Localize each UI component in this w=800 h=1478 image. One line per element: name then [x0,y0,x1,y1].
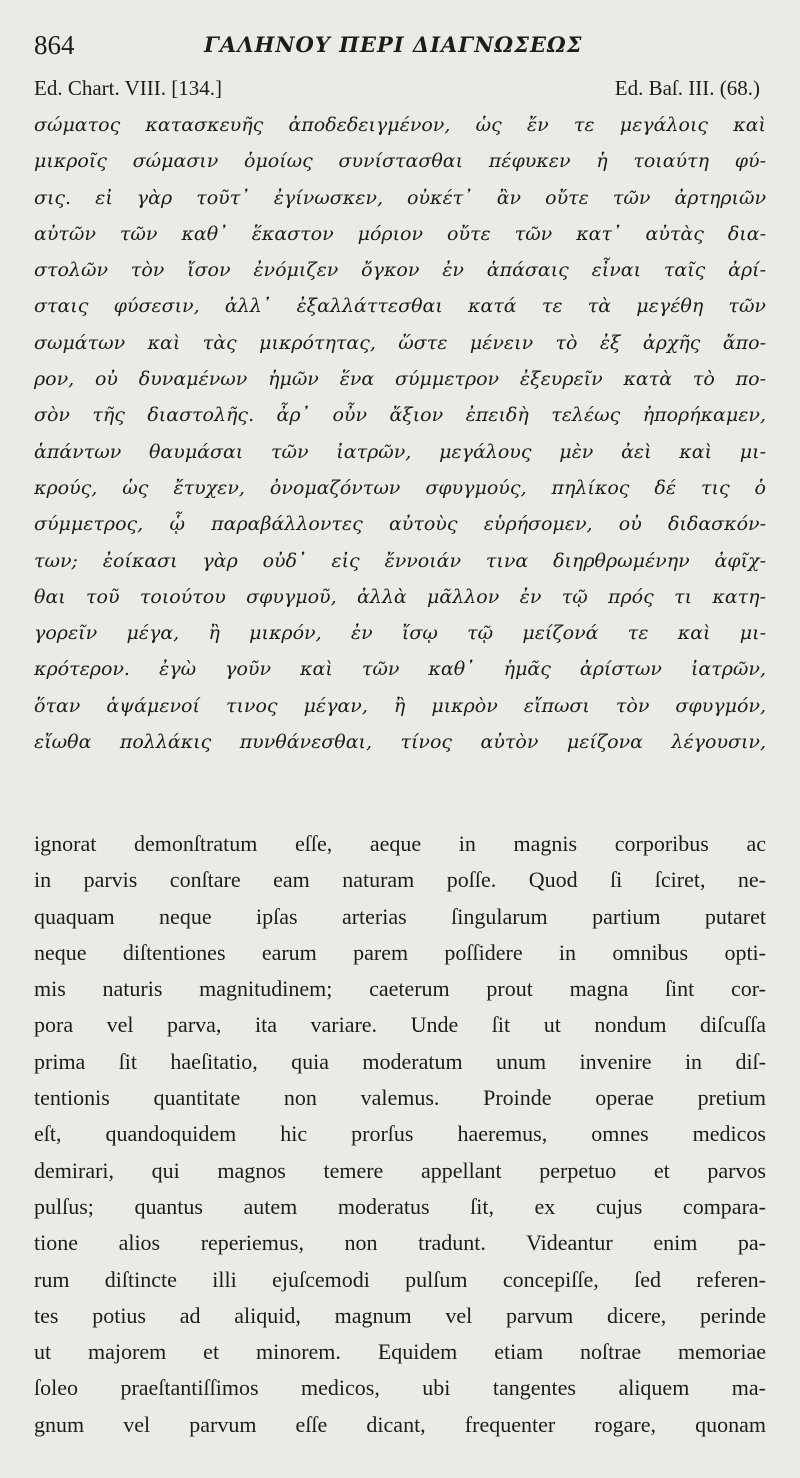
latin-text-line: gnum vel parvum eſſe dicant, frequenter rogare, quonam [34,1411,766,1437]
latin-text-line: rum diſtincte illi ejuſcemodi pulſum concepiſſe, ſed referen- [34,1266,766,1292]
latin-text-line: pulſus; quantus autem moderatus ſit, ex cujus compara- [34,1193,766,1219]
page-header [34,30,766,64]
latin-text-line: mis naturis magnitudinem; caeterum prout magna ſint cor- [34,976,766,1002]
greek-text-line: θαι τοῦ τοιούτου σφυγμοῦ, ἀλλὰ μᾶλλον ἐν τῷ πρός τι κατη- [34,585,766,608]
latin-text-line: tione alios reperiemus, non tradunt. Videantur enim pa- [34,1230,766,1256]
latin-text-line: quaquam neque ipſas arterias ſingularum partium putaret [34,903,766,929]
greek-text-line: ὅταν ἁψάμενοί τινος μέγαν, ἢ μικρὸν εἴπωσι τὸν σφυγμόν, [34,694,766,717]
greek-text-line: σταις φύσεσιν, ἀλλ᾽ ἐξαλλάττεσθαι κατά τε τὰ μεγέθη τῶν [34,295,766,318]
greek-text-line: σις. εἰ γὰρ τοῦτ᾽ ἐγίνωσκεν, οὐκέτ᾽ ἂν οὔτε τῶν ἀρτηριῶν [34,186,766,209]
latin-text-line: ignorat demonſtratum eſſe, aeque in magnis corporibus ac [34,831,766,856]
greek-text-line: των; ἐοίκασι γὰρ οὐδ᾽ εἰς ἔννοιάν τινα διηρθρωμένην ἀφῖχ- [34,549,766,572]
latin-text-line: tes potius ad aliquid, magnum vel parvum dicere, perinde [34,1302,766,1328]
latin-text-line: prima ſit haeſitatio, quia moderatum unum invenire in diſ- [34,1048,766,1074]
latin-text-line: eſt, quandoquidem hic prorſus haeremus, omnes medicos [34,1121,766,1147]
greek-text-line: μικροῖς σώμασιν ὁμοίως συνίστασθαι πέφυκεν ἡ τοιαύτη φύ- [34,150,766,173]
greek-text-line: σωμάτων καὶ τὰς μικρότητας, ὥστε μένειν τὸ ἐξ ἀρχῆς ἄπο- [34,331,766,354]
latin-text-line: ut majorem et minorem. Equidem etiam noſtrae memoriae [34,1339,766,1365]
edition-reference-right: Ed. Baſ. III. (68.) [614,76,760,100]
edition-reference-left: Ed. Chart. VIII. [134.] [34,76,222,100]
greek-text-line: αὐτῶν τῶν καθ᾽ ἕκαστον μόριον οὔτε τῶν κατ᾽ αὐτὰς δια- [34,222,766,245]
latin-text-block [34,826,766,1443]
greek-text-line: γορεῖν μέγα, ἢ μικρόν, ἐν ἴσῳ τῷ μείζονά τε καὶ μι- [34,622,766,645]
greek-text-line: στολῶν τὸν ἴσον ἐνόμιζεν ὄγκον ἐν ἁπάσαις εἶναι ταῖς ἀρί- [34,259,766,282]
page-number: 864 [34,30,75,60]
latin-text-line: ſoleo praeſtantiſſimos medicos, ubi tangentes aliquem ma- [34,1375,766,1401]
greek-text-line: σὸν τῆς διαστολῆς. ἆρ᾽ οὖν ἄξιον ἐπειδὴ τελέως ἠπορήκαμεν, [34,404,766,427]
latin-text-line: demirari, qui magnos temere appellant perpetuo et parvos [34,1157,766,1183]
greek-text-line: ἁπάντων θαυμάσαι τῶν ἰατρῶν, μεγάλους μὲν ἀεὶ καὶ μι- [34,440,766,463]
latin-text-line: neque diſtentiones earum parem poſſidere in omnibus opti- [34,939,766,965]
greek-text-line: κρότερον. ἐγὼ γοῦν καὶ τῶν καθ᾽ ἡμᾶς ἀρίστων ἰατρῶν, [34,658,766,681]
greek-text-line: ρον, οὐ δυναμένων ἡμῶν ἕνα σύμμετρον ἐξευρεῖν κατὰ τὸ πο- [34,368,766,391]
latin-text-line: in parvis conſtare eam naturam poſſe. Quod ſi ſciret, ne- [34,867,766,893]
running-title: ΓΑΛΗΝΟΥ ΠΕΡΙ ΔΙΑΓΝΩΣΕΩΣ [204,32,583,57]
greek-text-line: σύμμετρος, ᾧ παραβάλλοντες αὐτοὺς εὑρήσομεν, οὐ διδασκόν- [34,513,766,536]
greek-text-line: κρούς, ὡς ἔτυχεν, ὀνομαζόντων σφυγμούς, πηλίκος δέ τις ὁ [34,476,766,499]
latin-text-line: tentionis quantitate non valemus. Proinde operae pretium [34,1085,766,1111]
greek-text-line: σώματος κατασκευῆς ἀποδεδειγμένον, ὡς ἔν τε μεγάλοις καὶ [34,114,766,136]
greek-text-block [34,107,766,760]
greek-text-line: εἴωθα πολλάκις πυνθάνεσθαι, τίνος αὐτὸν μείζονα λέγουσιν, [34,731,766,754]
latin-text-line: pora vel parva, ita variare. Unde ſit ut nondum diſcuſſa [34,1012,766,1038]
